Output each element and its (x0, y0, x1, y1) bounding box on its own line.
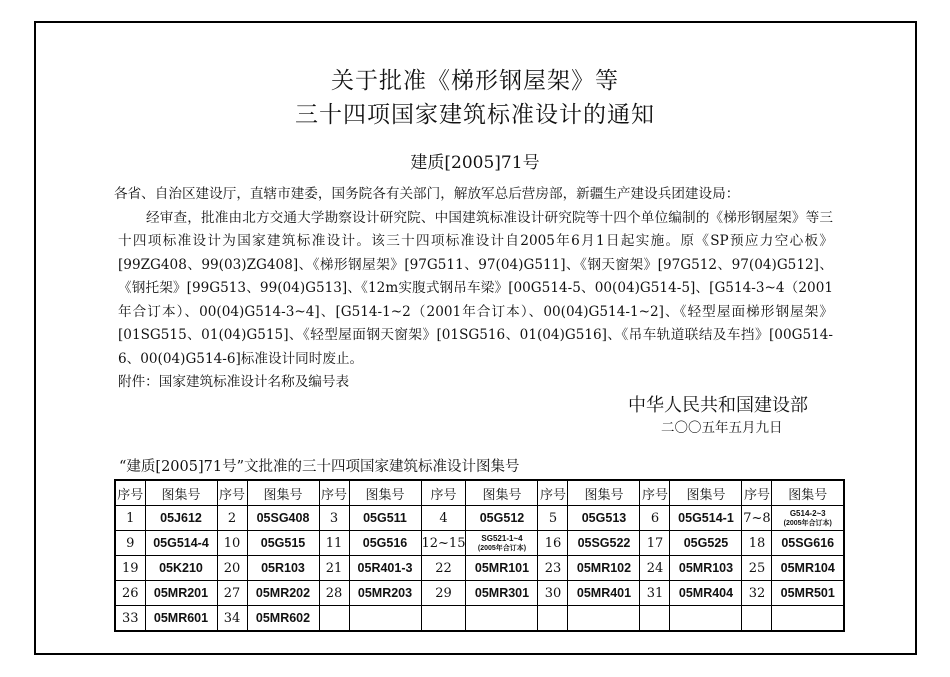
serial-cell: 6 (640, 506, 670, 531)
serial-cell: 11 (319, 531, 349, 556)
atlas-number-cell: 05SG522 (568, 531, 640, 556)
atlas-number-cell (466, 606, 538, 632)
atlas-number-note: (2005年合订本) (783, 519, 832, 527)
atlas-number-cell: 05J612 (145, 506, 217, 531)
atlas-number-cell: 05G525 (670, 531, 742, 556)
atlas-number-main: G514-2~3 (789, 508, 826, 518)
header-atlas-number: 图集号 (670, 480, 742, 506)
header-atlas-number: 图集号 (349, 480, 421, 506)
serial-cell: 26 (115, 581, 145, 606)
serial-cell: 3 (319, 506, 349, 531)
atlas-number-cell: 05MR103 (670, 556, 742, 581)
atlas-number-cell (466, 531, 538, 556)
atlas-number-cell: 05SG616 (772, 531, 844, 556)
serial-cell: 9 (115, 531, 145, 556)
serial-cell: 7~8 (742, 506, 772, 531)
serial-cell: 16 (538, 531, 568, 556)
header-serial: 序号 (115, 480, 145, 506)
table-row (115, 506, 844, 531)
serial-cell: 34 (217, 606, 247, 632)
atlas-number-cell: 05MR202 (247, 581, 319, 606)
atlas-number-cell: 05G514-4 (145, 531, 217, 556)
atlas-number-cell: 05MR401 (568, 581, 640, 606)
serial-cell: 27 (217, 581, 247, 606)
header-atlas-number: 图集号 (247, 480, 319, 506)
atlas-number-cell: 05MR501 (772, 581, 844, 606)
header-atlas-number: 图集号 (145, 480, 217, 506)
serial-cell: 19 (115, 556, 145, 581)
serial-cell: 5 (538, 506, 568, 531)
atlas-number-cell: 05G512 (466, 506, 538, 531)
atlas-number-cell (772, 506, 844, 531)
header-atlas-number: 图集号 (466, 480, 538, 506)
serial-cell: 24 (640, 556, 670, 581)
atlas-number-cell: 05MR104 (772, 556, 844, 581)
serial-cell (421, 606, 466, 632)
atlas-number-cell: 05MR602 (247, 606, 319, 632)
serial-cell: 32 (742, 581, 772, 606)
header-atlas-number: 图集号 (772, 480, 844, 506)
serial-cell: 2 (217, 506, 247, 531)
header-serial: 序号 (217, 480, 247, 506)
serial-cell: 29 (421, 581, 466, 606)
addressee: 各省、自治区建设厅，直辖市建委，国务院各有关部门，解放军总后营房部，新疆生产建设兵团建设局： (114, 186, 740, 202)
serial-cell: 21 (319, 556, 349, 581)
atlas-number-cell: 05G514-1 (670, 506, 742, 531)
table-header-row (115, 480, 844, 506)
serial-cell: 12~15 (421, 531, 466, 556)
header-serial: 序号 (742, 480, 772, 506)
serial-cell: 22 (421, 556, 466, 581)
serial-cell: 20 (217, 556, 247, 581)
title-line-1: 关于批准《梯形钢屋架》等 (331, 68, 619, 94)
serial-cell: 10 (217, 531, 247, 556)
table-caption: “建质[2005]71号”文批准的三十四项国家建筑标准设计图集号 (119, 459, 520, 475)
table-row (115, 556, 844, 581)
atlas-number-cell: 05MR601 (145, 606, 217, 632)
serial-cell (319, 606, 349, 632)
serial-cell: 17 (640, 531, 670, 556)
atlas-number-cell: 05MR203 (349, 581, 421, 606)
atlas-number-cell: 05G511 (349, 506, 421, 531)
table-row (115, 531, 844, 556)
title-line-2: 三十四项国家建筑标准设计的通知 (295, 102, 655, 128)
notice-body (114, 183, 833, 395)
serial-cell: 28 (319, 581, 349, 606)
serial-cell (538, 606, 568, 632)
atlas-number-cell: 05MR102 (568, 556, 640, 581)
atlas-number-cell (349, 606, 421, 632)
header-serial: 序号 (421, 480, 466, 506)
serial-cell: 25 (742, 556, 772, 581)
table-row (115, 581, 844, 606)
issuer: 中华人民共和国建设部 (628, 395, 808, 416)
table-row (115, 606, 844, 632)
serial-cell: 1 (115, 506, 145, 531)
atlas-number-cell: 05G516 (349, 531, 421, 556)
atlas-number-cell: 05MR201 (145, 581, 217, 606)
atlas-number-cell: 05K210 (145, 556, 217, 581)
header-atlas-number: 图集号 (568, 480, 640, 506)
serial-cell: 33 (115, 606, 145, 632)
serial-cell: 30 (538, 581, 568, 606)
atlas-number-cell (772, 606, 844, 632)
atlas-number-cell (568, 606, 640, 632)
issue-date: 二〇〇五年五月九日 (661, 420, 783, 436)
atlas-number-cell: 05MR301 (466, 581, 538, 606)
serial-cell: 31 (640, 581, 670, 606)
header-serial: 序号 (538, 480, 568, 506)
serial-cell: 18 (742, 531, 772, 556)
atlas-number-main: SG521-1~4 (481, 533, 523, 543)
body-paragraph: 经审查，批准由北方交通大学勘察设计研究院、中国建筑标准设计研究院等十四个单位编制的《梯形钢屋架》等三十四项标准设计为国家建筑标准设计。该三十四项标准设计自2005年6月1日起实施。原《SP预应力空心板》[99ZG408、99(03)ZG408]、《梯形钢屋架》[97G511、97(04)G511]、《钢天窗架》[97G512、97(04)G512]、《钢托架》[99G513、99(04)G513]、《12m实腹式钢吊车梁》[00G514-5、00(04)G514-5]、[G514-3~4（2001年合订本）、00(04)G514-3~4]、[G514-1~2（2001年合订本）、00(04)G514-1~2]、《轻型屋面梯形钢屋架》[01SG515、01(04)G515]、《轻型屋面钢天窗架》[01SG516、01(04)G516]、《吊车轨道联结及车挡》[00G514-6、00(04)G514-6]标准设计同时废止。 (118, 209, 833, 367)
atlas-table (114, 479, 845, 632)
atlas-number-cell: 05G513 (568, 506, 640, 531)
atlas-number-cell: 05R401-3 (349, 556, 421, 581)
atlas-number-cell: 05MR404 (670, 581, 742, 606)
atlas-number-cell: 05R103 (247, 556, 319, 581)
serial-cell (640, 606, 670, 632)
serial-cell: 23 (538, 556, 568, 581)
document-number: 建质[2005]71号 (410, 153, 540, 173)
atlas-number-cell: 05SG408 (247, 506, 319, 531)
atlas-number-note: (2005年合订本) (477, 544, 527, 552)
header-serial: 序号 (640, 480, 670, 506)
atlas-number-cell: 05G515 (247, 531, 319, 556)
atlas-number-cell (670, 606, 742, 632)
serial-cell: 4 (421, 506, 466, 531)
serial-cell (742, 606, 772, 632)
attachment-note: 附件：国家建筑标准设计名称及编号表 (118, 374, 350, 390)
header-serial: 序号 (319, 480, 349, 506)
atlas-number-cell: 05MR101 (466, 556, 538, 581)
